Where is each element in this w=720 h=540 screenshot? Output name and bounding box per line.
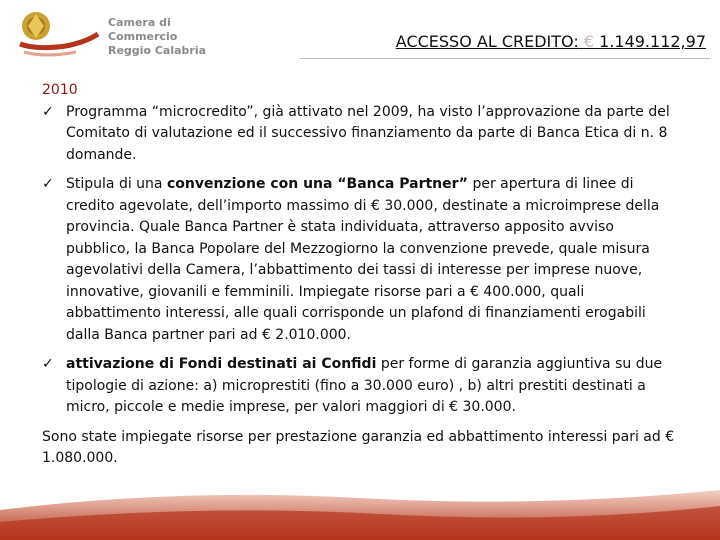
title-prefix: ACCESSO AL CREDITO:: [395, 32, 579, 51]
year-label: 2010: [42, 82, 78, 98]
logo-line-2: Reggio Calabria: [108, 44, 207, 57]
bullet-text-highlight: convenzione con una “Banca Partner”: [166, 176, 469, 192]
checkmark-icon: ✓: [42, 103, 54, 120]
bullet-text-rest: per apertura di linee di credito agevolate, dell’importo massimo di € 30.000, destinate a microimprese della provincia. Quale Banca Partner è stata individuata, attraverso apposito avviso pubblico, la Banca Popolare del Mezzogiorno la convenzione prevede, quale misura agevolativi della Camera, l’abbattimento dei tassi di interesse per imprese nuove, innovative, giovanili e femminili. Impiegate risorse pari a € 400.000, quali abbattimento interessi, alle quali corrisponde un plafond di finanziamenti erogabili dalla Banca partner pari ad € 2.010.000.: [66, 176, 660, 343]
logo-line-1: Camera di Commercio: [108, 16, 178, 43]
bullet-item-microcredito: [42, 102, 682, 167]
summary-text: Sono state impiegate risorse per prestazione garanzia ed abbattimento interessi pari ad € 1.080.000.: [42, 428, 675, 466]
logo-text: [108, 16, 226, 58]
bullet-text: Programma “microcredito”, già attivato nel 2009, ha visto l’approvazione da parte del Comitato di valutazione ed il successivo finanziamento da parte di Banca Etica di n. 8 domande.: [66, 103, 670, 163]
camera-commercio-emblem-icon: [6, 4, 102, 62]
title-amount: 1.149.112,97: [599, 32, 706, 51]
title-divider: [300, 58, 710, 59]
bullet-item-banca-partner: [42, 174, 682, 346]
title-euro-symbol: €: [583, 32, 595, 51]
decorative-bottom-band: [0, 480, 720, 540]
slide-body: [42, 80, 682, 470]
bullet-text-intro: Stipula di una: [66, 176, 167, 192]
checkmark-icon: ✓: [42, 356, 54, 372]
checkmark-icon: ✓: [42, 176, 54, 192]
bullet-item-confidi: [42, 354, 682, 419]
page-title: [300, 32, 706, 51]
logo: [6, 4, 226, 62]
bullet-text-rest: per forme di garanzia aggiuntiva su due tipologie di azione: a) microprestiti (fino a 30.000 euro) , b) altri prestiti destinati a micro, piccole e medie imprese, per valori maggiori di € 30.000.: [66, 356, 663, 415]
bullet-text-highlight: attivazione di Fondi destinati ai Confidi: [66, 356, 377, 372]
